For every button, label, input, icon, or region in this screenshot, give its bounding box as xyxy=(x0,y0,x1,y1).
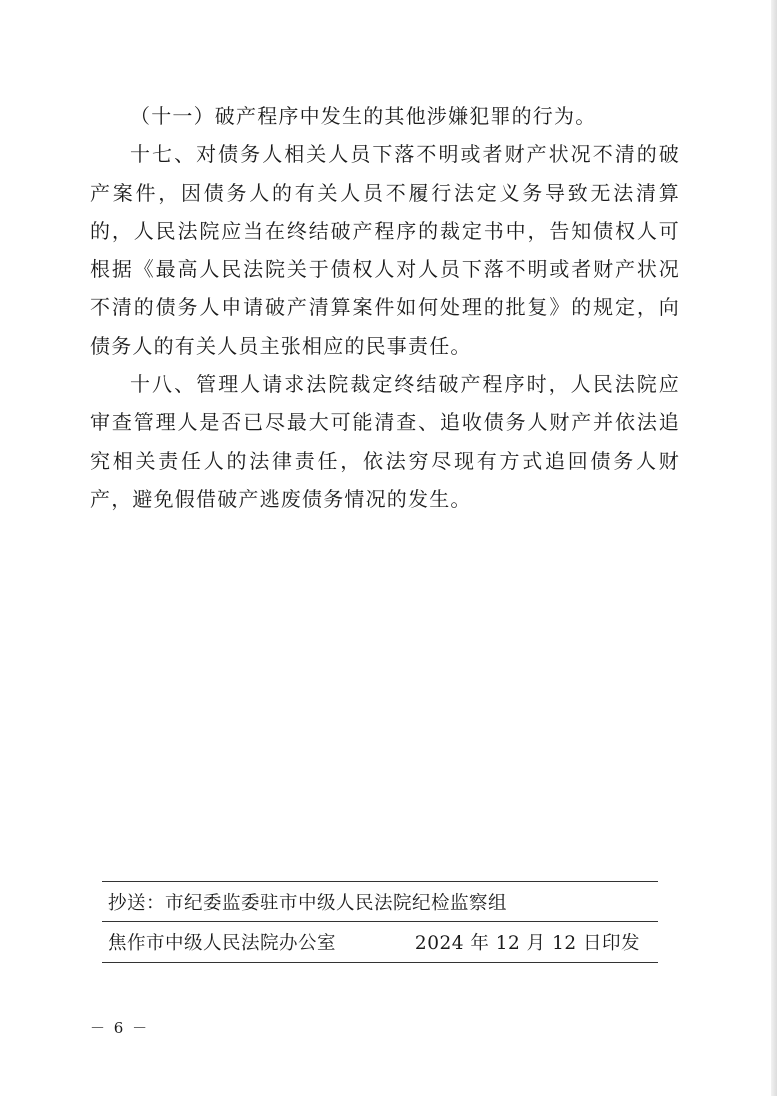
paragraph-article-17: 十七、对债务人相关人员下落不明或者财产状况不清的破产案件，因债务人的有关人员不履行法定义务导致无法清算的，人民法院应当在终结破产程序的裁定书中，告知债权人可根据《最高人民法院关于债权人对人员下落不明或者财产状况不清的债务人申请破产清算案件如何处理的批复》的规定，向债务人的有关人员主张相应的民事责任。 xyxy=(90,142,680,358)
paragraph-article-18: 十八、管理人请求法院裁定终结破产程序时，人民法院应审查管理人是否已尽最大可能清查、追收债务人财产并依法追究相关责任人的法律责任，依法穷尽现有方式追回债务人财产，避免假借破产逃废债务情况的发生。 xyxy=(90,372,680,511)
paragraph-item-11: （十一）破产程序中发生的其他涉嫌犯罪的行为。 xyxy=(130,104,597,128)
cc-row xyxy=(102,881,658,921)
document-body xyxy=(90,97,680,518)
issuer: 焦作市中级人民法院办公室 xyxy=(108,933,337,954)
issue-date: 2024 年 12 月 12 日印发 xyxy=(414,933,640,954)
document-footer xyxy=(102,881,658,963)
cc-line: 抄送：市纪委监委驻市中级人民法院纪检监察组 xyxy=(108,892,508,914)
page-edge xyxy=(771,0,777,1096)
issuer-row xyxy=(102,921,658,963)
page-number: － 6 － xyxy=(90,1019,150,1037)
